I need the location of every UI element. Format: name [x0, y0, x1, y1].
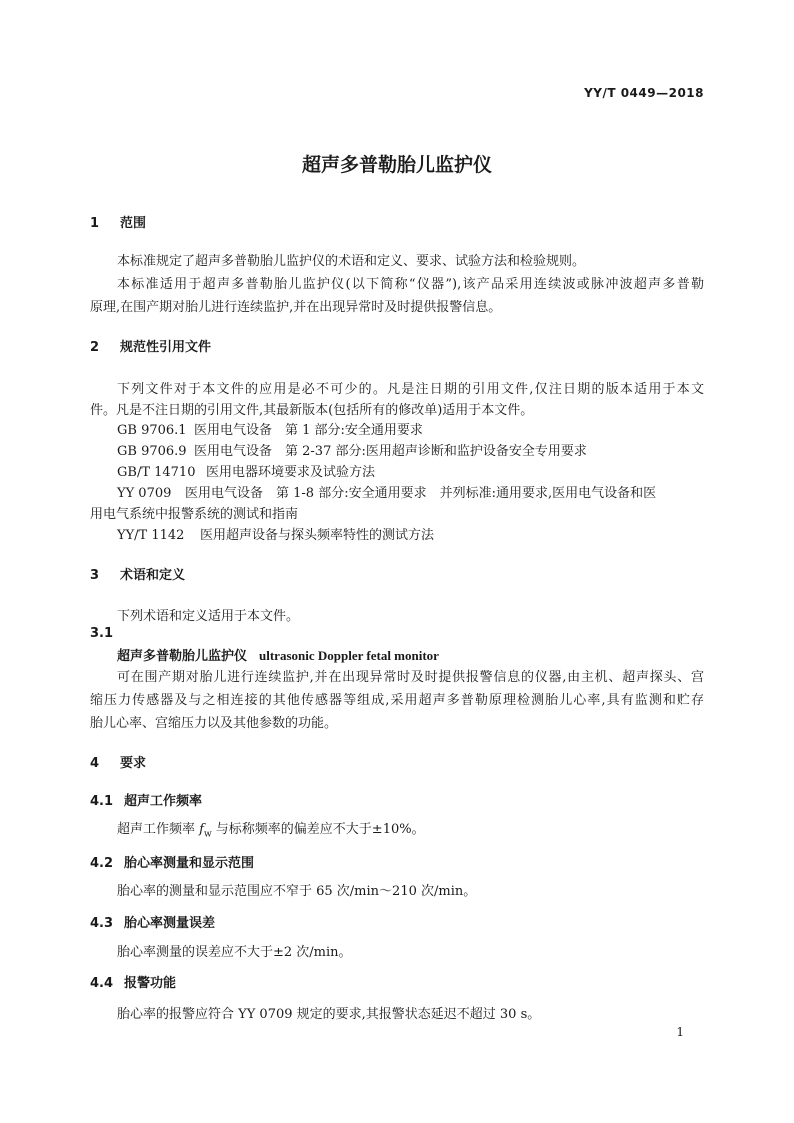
section-2-intro-line-1: 下列文件对于本文件的应用是必不可少的。凡是注日期的引用文件,仅注日期的版本适用于本文 [117, 382, 704, 397]
subsection-number: 4.2 [90, 856, 114, 871]
term-chinese: 超声多普勒胎儿监护仪 [117, 649, 248, 664]
reference-code: GB/T 14710 [117, 465, 196, 480]
section-title: 术语和定义 [120, 568, 186, 583]
frequency-symbol: f [199, 822, 204, 837]
section-2-heading [90, 336, 211, 355]
section-3-heading [90, 564, 185, 583]
subsection-4-4-text: 胎心率的报警应符合 YY 0709 规定的要求,其报警状态延迟不超过 30 s。 [117, 1007, 541, 1022]
section-number: 2 [90, 340, 100, 355]
subsection-title: 胎心率测量和显示范围 [124, 856, 255, 871]
frequency-subscript: w [203, 829, 212, 840]
term-definition-line-1: 可在围产期对胎儿进行连续监护,并在出现异常时及时提供报警信息的仪器,由主机、超声探头、宫 [117, 670, 704, 685]
subsection-number: 4.4 [90, 976, 114, 991]
subsection-number: 4.3 [90, 916, 114, 931]
section-2-intro-line-2: 件。凡是不注日期的引用文件,其最新版本(包括所有的修改单)适用于本文件。 [90, 403, 534, 418]
section-number: 4 [90, 756, 100, 771]
reference-title: 医用电气设备 第 1 部分:安全通用要求 [194, 423, 423, 438]
reference-code: YY 0709 [117, 486, 172, 501]
section-1-paragraph-1: 本标准规定了超声多普勒胎儿监护仪的术语和定义、要求、试验方法和检验规则。 [117, 254, 586, 269]
section-number: 3 [90, 568, 100, 583]
reference-title: 医用电气设备 第 2-37 部分:医用超声诊断和监护设备安全专用要求 [194, 444, 587, 459]
section-1-heading [90, 212, 146, 231]
standard-code: YY/T 0449—2018 [584, 86, 704, 100]
section-title: 范围 [120, 216, 147, 231]
reference-item [117, 419, 423, 438]
section-number: 1 [90, 216, 100, 231]
section-title: 规范性引用文件 [120, 340, 212, 355]
term-english: ultrasonic Doppler fetal monitor [259, 648, 439, 663]
subsection-title: 超声工作频率 [124, 794, 203, 809]
requirement-text-end: 与标称频率的偏差应不大于±10%。 [211, 822, 425, 837]
subsection-title: 胎心率测量误差 [124, 916, 216, 931]
subsection-4-2-heading [90, 852, 254, 871]
reference-item [117, 482, 704, 501]
requirement-text-start: 超声工作频率 [117, 822, 200, 837]
subsection-4-1-text [117, 818, 425, 840]
reference-item [117, 524, 434, 543]
subsection-number: 4.1 [90, 794, 114, 809]
term-definition-line-2: 缩压力传感器及与之相连接的其他传感器等组成,采用超声多普勒原理检测胎儿心率,具有监测和贮存 [90, 693, 704, 708]
reference-code: GB 9706.9 [117, 444, 187, 459]
reference-title: 医用电气设备 第 1-8 部分:安全通用要求 并列标准:通用要求,医用电气设备和医 [185, 486, 657, 501]
subsection-4-4-heading [90, 972, 176, 991]
term-definition-line-3: 胎儿心率、宫缩压力以及其他参数的功能。 [90, 716, 338, 731]
reference-item [117, 440, 587, 459]
subsection-4-3-text: 胎心率测量的误差应不大于±2 次/min。 [117, 945, 352, 960]
term-entry [117, 645, 439, 664]
reference-code: GB 9706.1 [117, 423, 187, 438]
reference-item [117, 461, 375, 480]
term-number: 3.1 [90, 626, 114, 641]
subsection-title: 报警功能 [124, 976, 177, 991]
section-3-intro: 下列术语和定义适用于本文件。 [117, 609, 300, 624]
reference-title: 医用电器环境要求及试验方法 [206, 465, 376, 480]
subsection-4-2-text: 胎心率的测量和显示范围应不窄于 65 次/min～210 次/min。 [117, 884, 477, 899]
reference-item-continuation: 用电气系统中报警系统的测试和指南 [90, 507, 299, 522]
reference-code: YY/T 1142 [117, 528, 185, 543]
reference-title: 医用超声设备与探头频率特性的测试方法 [200, 528, 435, 543]
page-number: 1 [676, 1025, 684, 1039]
subsection-4-1-heading [90, 790, 202, 809]
section-1-paragraph-2-line-1: 本标准适用于超声多普勒胎儿监护仪(以下简称“仪器”),该产品采用连续波或脉冲波超声多普勒 [117, 277, 704, 292]
section-1-paragraph-2-line-2: 原理,在围产期对胎儿进行连续监护,并在出现异常时及时提供报警信息。 [90, 300, 502, 315]
document-title: 超声多普勒胎儿监护仪 [301, 154, 492, 176]
section-4-heading [90, 752, 146, 771]
section-title: 要求 [120, 756, 147, 771]
subsection-4-3-heading [90, 912, 215, 931]
